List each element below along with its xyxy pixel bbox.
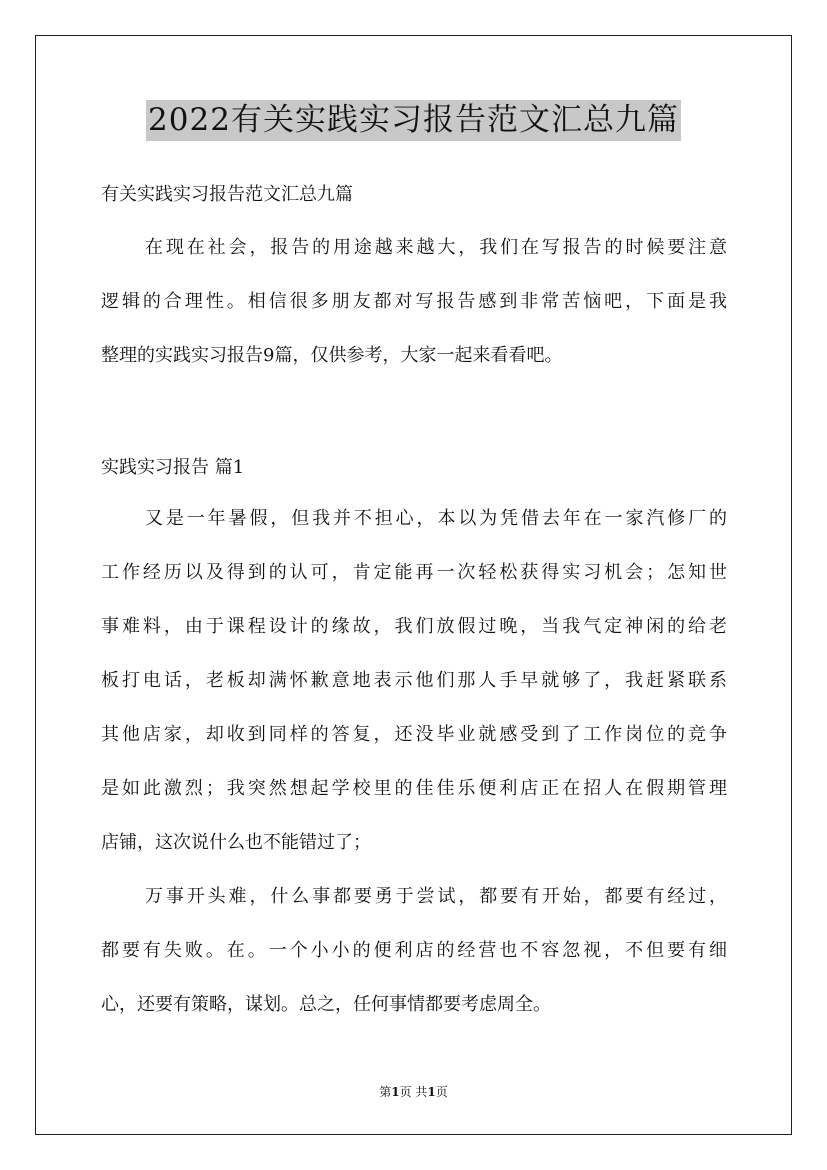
paragraph-line: 万事开头难，什么事都要勇于尝试，都要有开始，都要有经过，: [145, 886, 727, 907]
paragraph-line: 其他店家，却收到同样的答复，还没毕业就感受到了工作岗位的竞争: [101, 724, 727, 745]
paragraph-line: 工作经历以及得到的认可，肯定能再一次轻松获得实习机会；怎知世: [101, 562, 727, 583]
page-footer: [0, 1084, 827, 1100]
footer-prefix: 第: [379, 1085, 392, 1099]
paragraph-line: 板打电话，老板却满怀歉意地表示他们那人手早就够了，我赶紧联系: [101, 670, 727, 691]
document-title: 2022有关实践实习报告范文汇总九篇: [146, 100, 681, 141]
intro-line: 逻辑的合理性。相信很多朋友都对写报告感到非常苦恼吧，下面是我: [101, 291, 727, 312]
intro-line: 在现在社会，报告的用途越来越大，我们在写报告的时候要注意: [145, 237, 727, 258]
document-subtitle: 有关实践实习报告范文汇总九篇: [101, 184, 353, 205]
paragraph-line: 店铺，这次说什么也不能错过了；: [101, 832, 371, 853]
footer-total-pages: 1: [427, 1085, 436, 1099]
paragraph-line: 是如此激烈；我突然想起学校里的佳佳乐便利店正在招人在假期管理: [101, 778, 727, 799]
title-container: [0, 100, 827, 141]
section-heading: 实践实习报告 篇1: [101, 457, 245, 478]
footer-suffix: 页: [435, 1085, 448, 1099]
paragraph-line: 心，还要有策略，谋划。总之，任何事情都要考虑周全。: [101, 994, 551, 1015]
intro-line: 整理的实践实习报告9篇，仅供参考，大家一起来看看吧。: [101, 345, 563, 366]
paragraph-line: 又是一年暑假，但我并不担心，本以为凭借去年在一家汽修厂的: [145, 508, 727, 529]
paragraph-line: 都要有失败。在。一个小小的便利店的经营也不容忽视，不但要有细: [101, 940, 727, 961]
footer-mid: 页 共: [399, 1085, 428, 1099]
footer-page-number: 1: [391, 1085, 400, 1099]
paragraph-line: 事难料，由于课程设计的缘故，我们放假过晚，当我气定神闲的给老: [101, 616, 727, 637]
